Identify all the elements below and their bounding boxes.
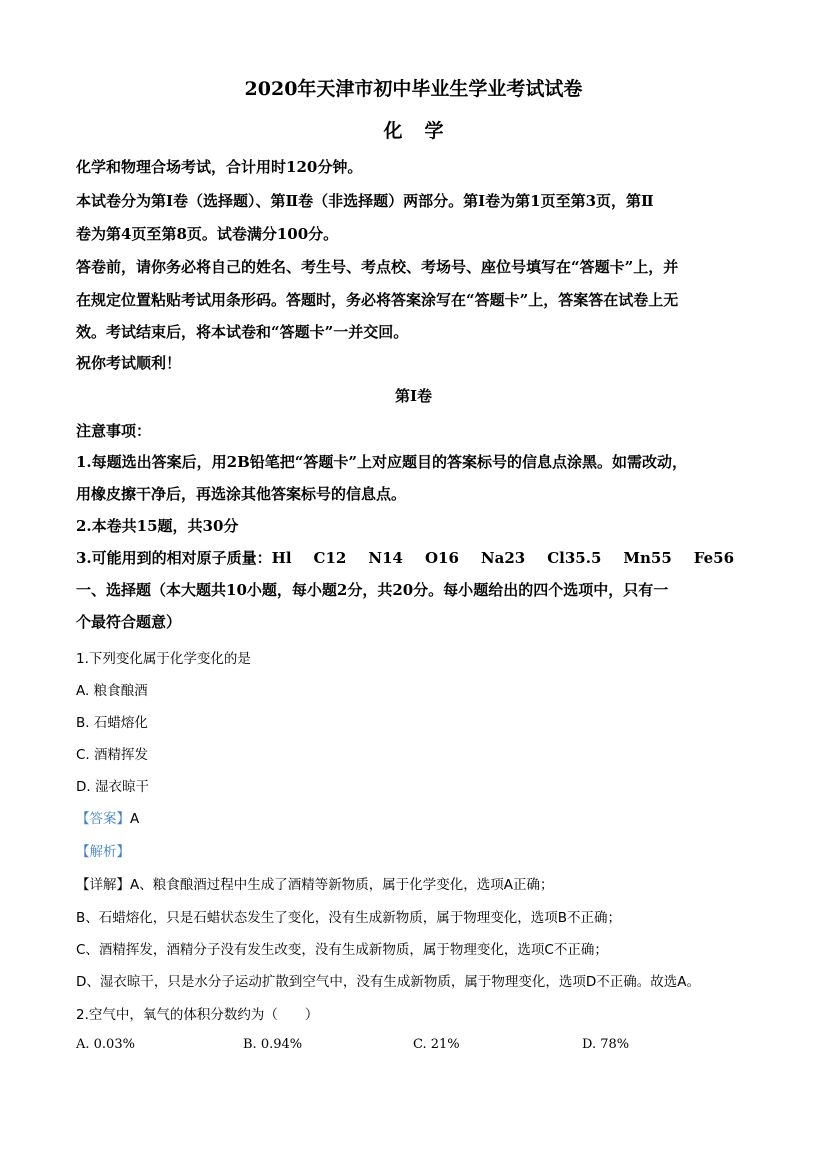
notice-item-2: 2.本卷共15题，共30分 <box>76 517 239 535</box>
analysis-tag: 【解析】 <box>76 844 130 860</box>
part1-heading: 一、选择题（本大题共10小题，每小题2分，共20分。每小题给出的四个选项中，只有一 <box>76 581 669 599</box>
q2-option-c: C. 21% <box>413 1037 460 1052</box>
subject-title: 化学 <box>383 120 466 142</box>
q1-stem: 1.下列变化属于化学变化的是 <box>76 651 251 667</box>
q1-option-b: B. 石蜡熔化 <box>76 715 148 731</box>
q2-option-a: A. 0.03% <box>76 1037 135 1052</box>
q1-detail-3: C、酒精挥发，酒精分子没有发生改变，没有生成新物质，属于物理变化，选项C不正确； <box>76 942 608 958</box>
q1-detail-1: 【详解】A、粮食酿酒过程中生成了酒精等新物质，属于化学变化，选项A正确； <box>76 877 554 893</box>
atom-na: Na23 <box>480 549 526 567</box>
answer-value: A <box>130 811 140 827</box>
notice-item-1b: 用橡皮擦干净后，再选涂其他答案标号的信息点。 <box>76 485 407 503</box>
q2-option-d: D. 78% <box>582 1037 630 1052</box>
atom-cl: Cl35.5 <box>547 549 602 567</box>
q2-stem: 2.空气中，氧气的体积分数约为（ ） <box>76 1007 319 1023</box>
part1-heading-cont: 个最符合题意） <box>76 613 182 631</box>
intro-line-5: 在规定位置粘贴考试用条形码。答题时，务必将答案涂写在“答题卡”上，答案答在试卷上无 <box>76 291 679 309</box>
exam-title: 2020年天津市初中毕业生学业考试试卷 <box>244 78 583 100</box>
answer-tag: 【答案】 <box>76 811 130 827</box>
atom-c: C12 <box>313 549 347 567</box>
intro-line-6: 效。考试结束后，将本试卷和“答题卡”一并交回。 <box>76 323 409 341</box>
q1-detail-2: B、石蜡熔化，只是石蜡状态发生了变化，没有生成新物质，属于物理变化，选项B不正确； <box>76 910 622 926</box>
atom-fe: Fe56 <box>693 549 735 567</box>
intro-line-4: 答卷前，请你务必将自己的姓名、考生号、考点校、考场号、座位号填写在“答题卡”上，并 <box>76 258 679 276</box>
q1-detail-4: D、湿衣晾干，只是水分子运动扩散到空气中，没有生成新物质，属于物理变化，选项D不正确。故选A。 <box>76 974 701 990</box>
intro-line-3: 卷为第4页至第8页。试卷满分100分。 <box>76 225 339 243</box>
atom-mn: Mn55 <box>623 549 672 567</box>
atom-o: O16 <box>424 549 459 567</box>
atomic-mass-label: 3.可能用到的相对原子质量： <box>76 549 272 567</box>
section-title: 第Ⅰ卷 <box>394 387 433 405</box>
intro-line-7: 祝你考试顺利！ <box>76 354 182 372</box>
notice-item-3 <box>76 547 734 568</box>
intro-line-1: 化学和物理合场考试，合计用时120分钟。 <box>76 158 363 176</box>
q1-option-c: C. 酒精挥发 <box>76 747 149 763</box>
q1-option-d: D. 湿衣晾干 <box>76 779 149 795</box>
notice-heading: 注意事项： <box>76 422 152 440</box>
atom-n: N14 <box>368 549 403 567</box>
atom-h: Hl <box>271 549 292 567</box>
intro-line-2: 本试卷分为第Ⅰ卷（选择题）、第Ⅱ卷（非选择题）两部分。第Ⅰ卷为第1页至第3页，第Ⅱ <box>76 192 654 210</box>
q1-option-a: A. 粮食酿酒 <box>76 683 148 699</box>
q2-option-b: B. 0.94% <box>243 1037 303 1052</box>
q1-answer <box>76 807 139 827</box>
notice-item-1a: 1.每题选出答案后，用2B铅笔把“答题卡”上对应题目的答案标号的信息点涂黑。如需改动， <box>76 453 688 471</box>
